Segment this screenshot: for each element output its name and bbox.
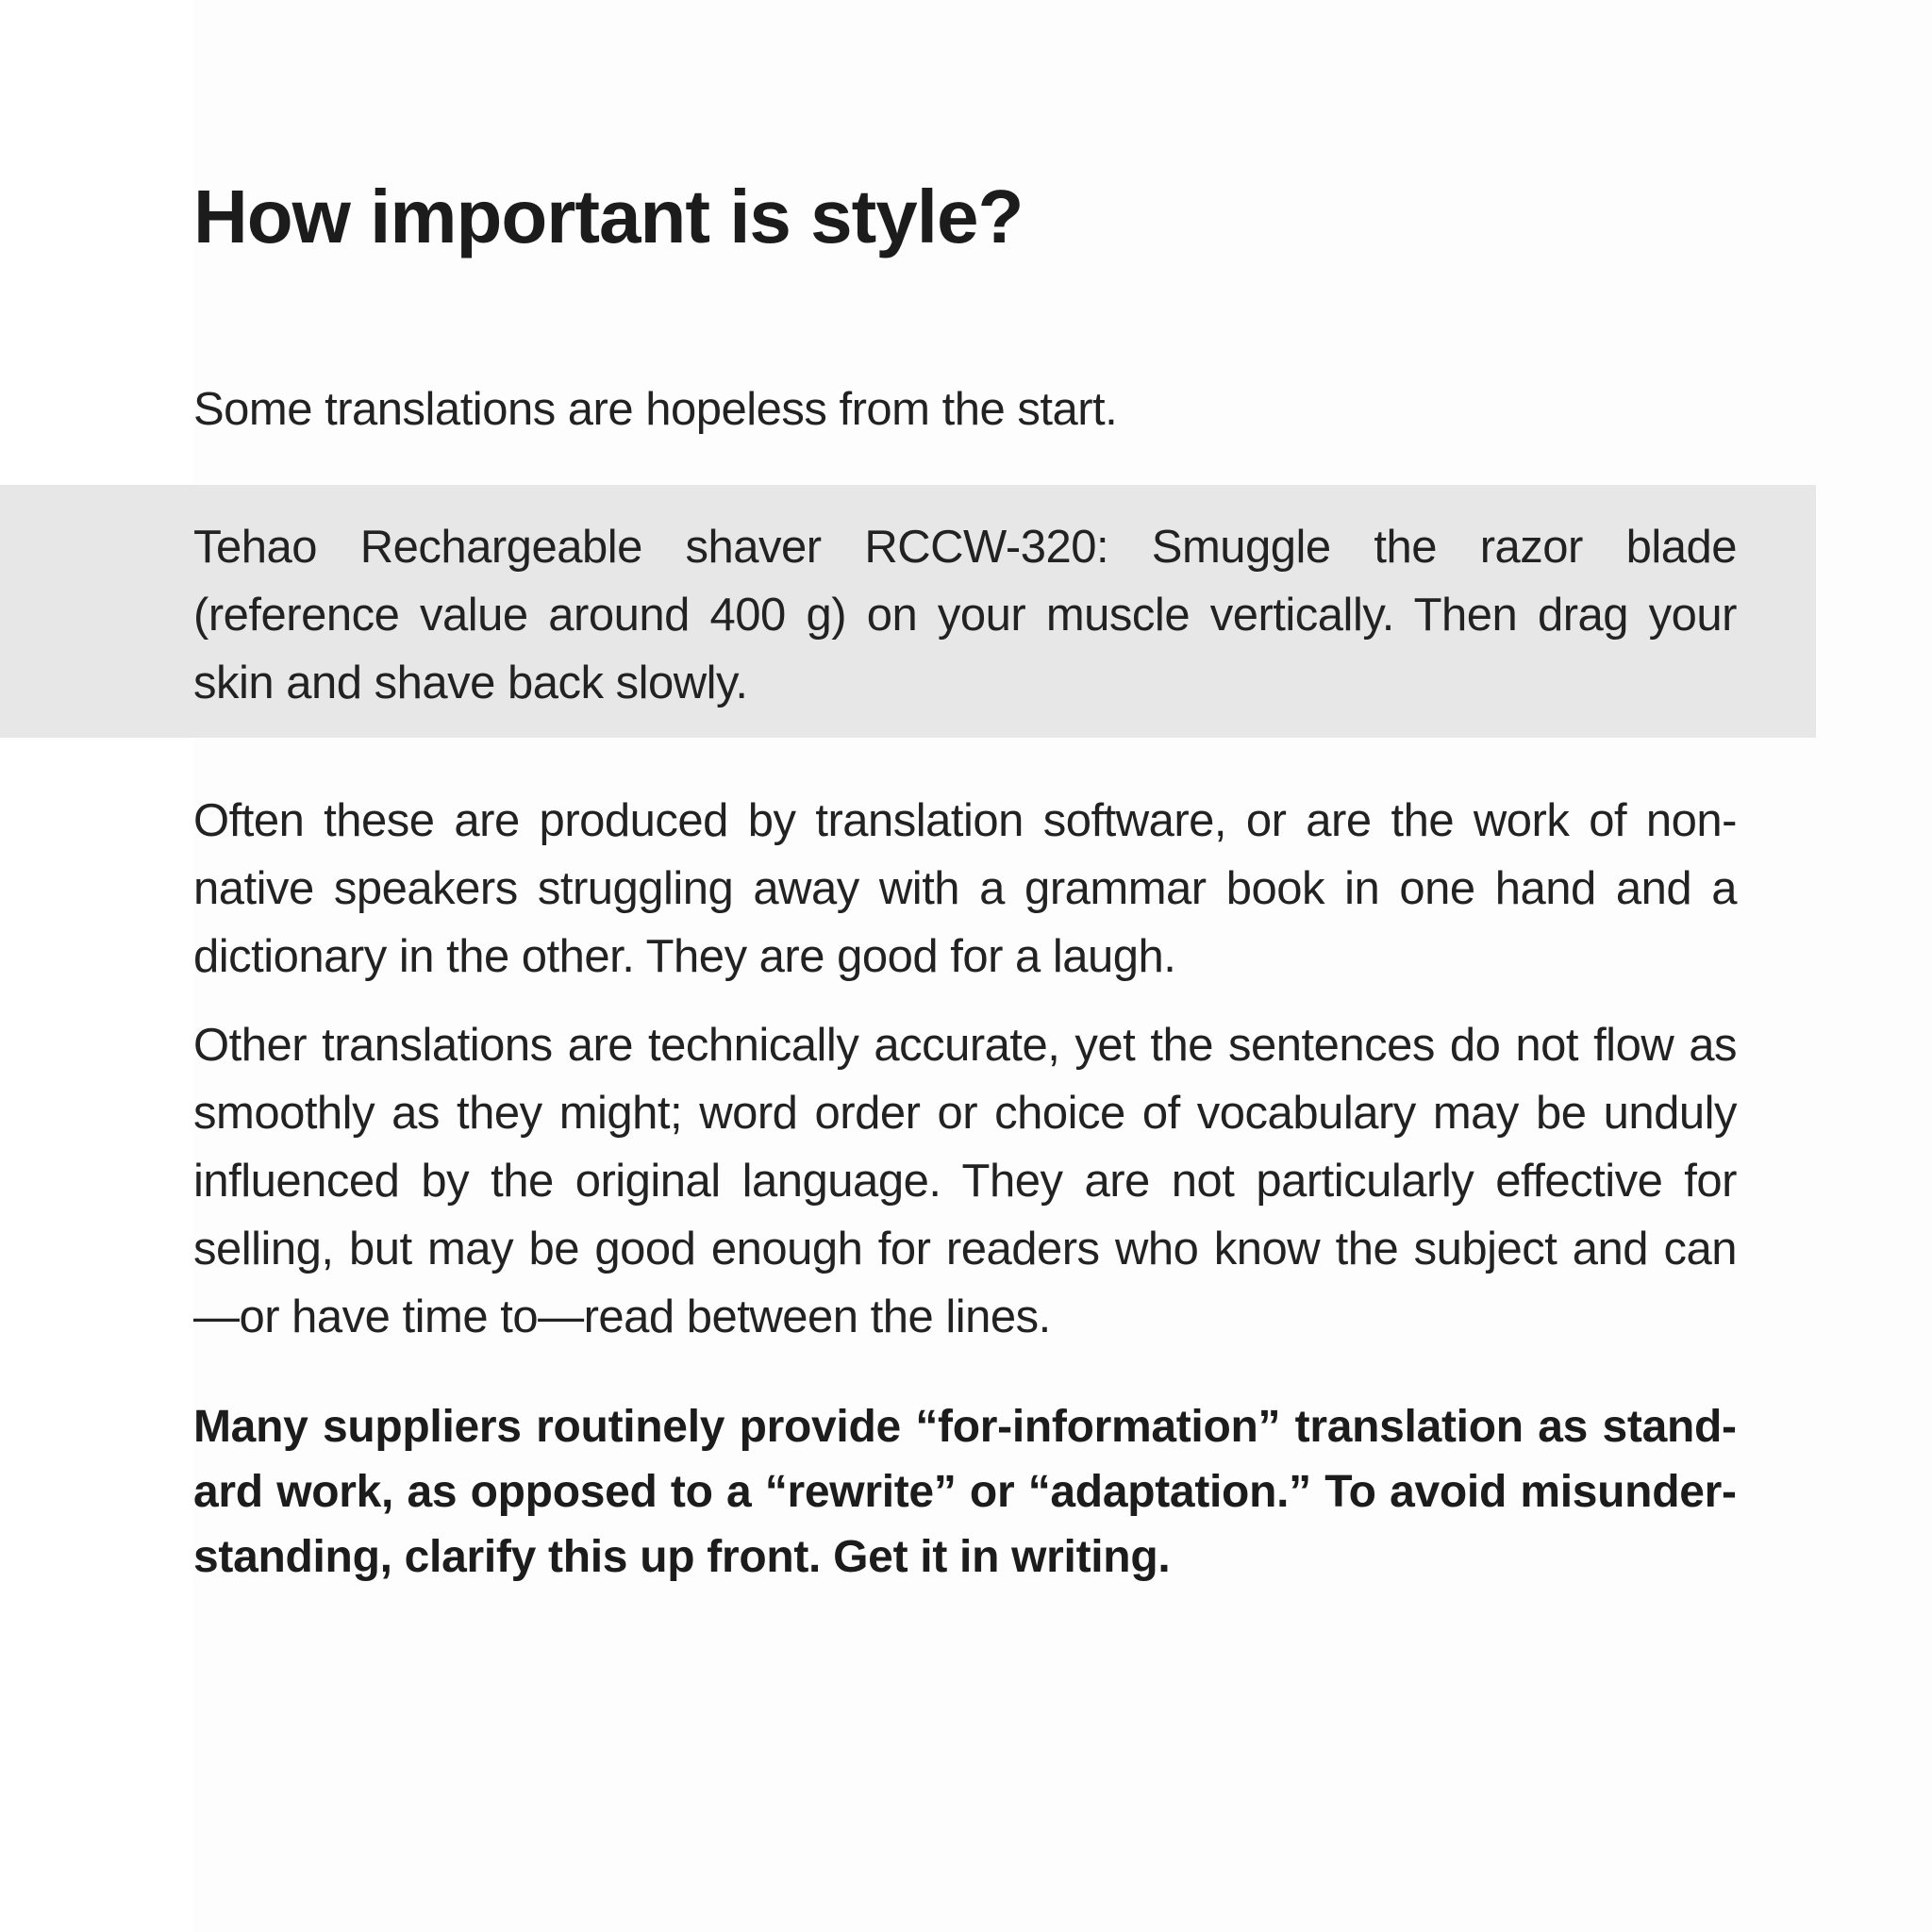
body-paragraph-software: Often these are produced by translation software, or are the work of non-native speakers struggling away with a grammar book in one hand and a dictionary in the other. They are good for a laugh. bbox=[193, 795, 1737, 982]
page-title: How important is style? bbox=[193, 175, 1024, 258]
intro-paragraph: Some translations are hopeless from the start. bbox=[193, 384, 1118, 435]
callout-paragraph: Many suppliers routinely provide “for-information” translation as standard work, as opposed to a “rewrite” or “adaptation.” To avoid misunderstanding, clarify this up front. Get it in writing. bbox=[193, 1402, 1737, 1582]
example-quote: Tehao Rechargeable shaver RCCW-320: Smuggle the razor blade (reference value around 400 g) on your muscle vertically. Then drag your skin and shave back slowly. bbox=[193, 522, 1737, 708]
body-paragraph-accuracy: Other translations are technically accurate, yet the sentences do not flow as smoothly as they might; word order or choice of vocabulary may be unduly influenced by the original language. They are not particularly effective for selling, but may be good enough for readers who know the subject and can—or have time to—read between the lines. bbox=[193, 1020, 1737, 1342]
